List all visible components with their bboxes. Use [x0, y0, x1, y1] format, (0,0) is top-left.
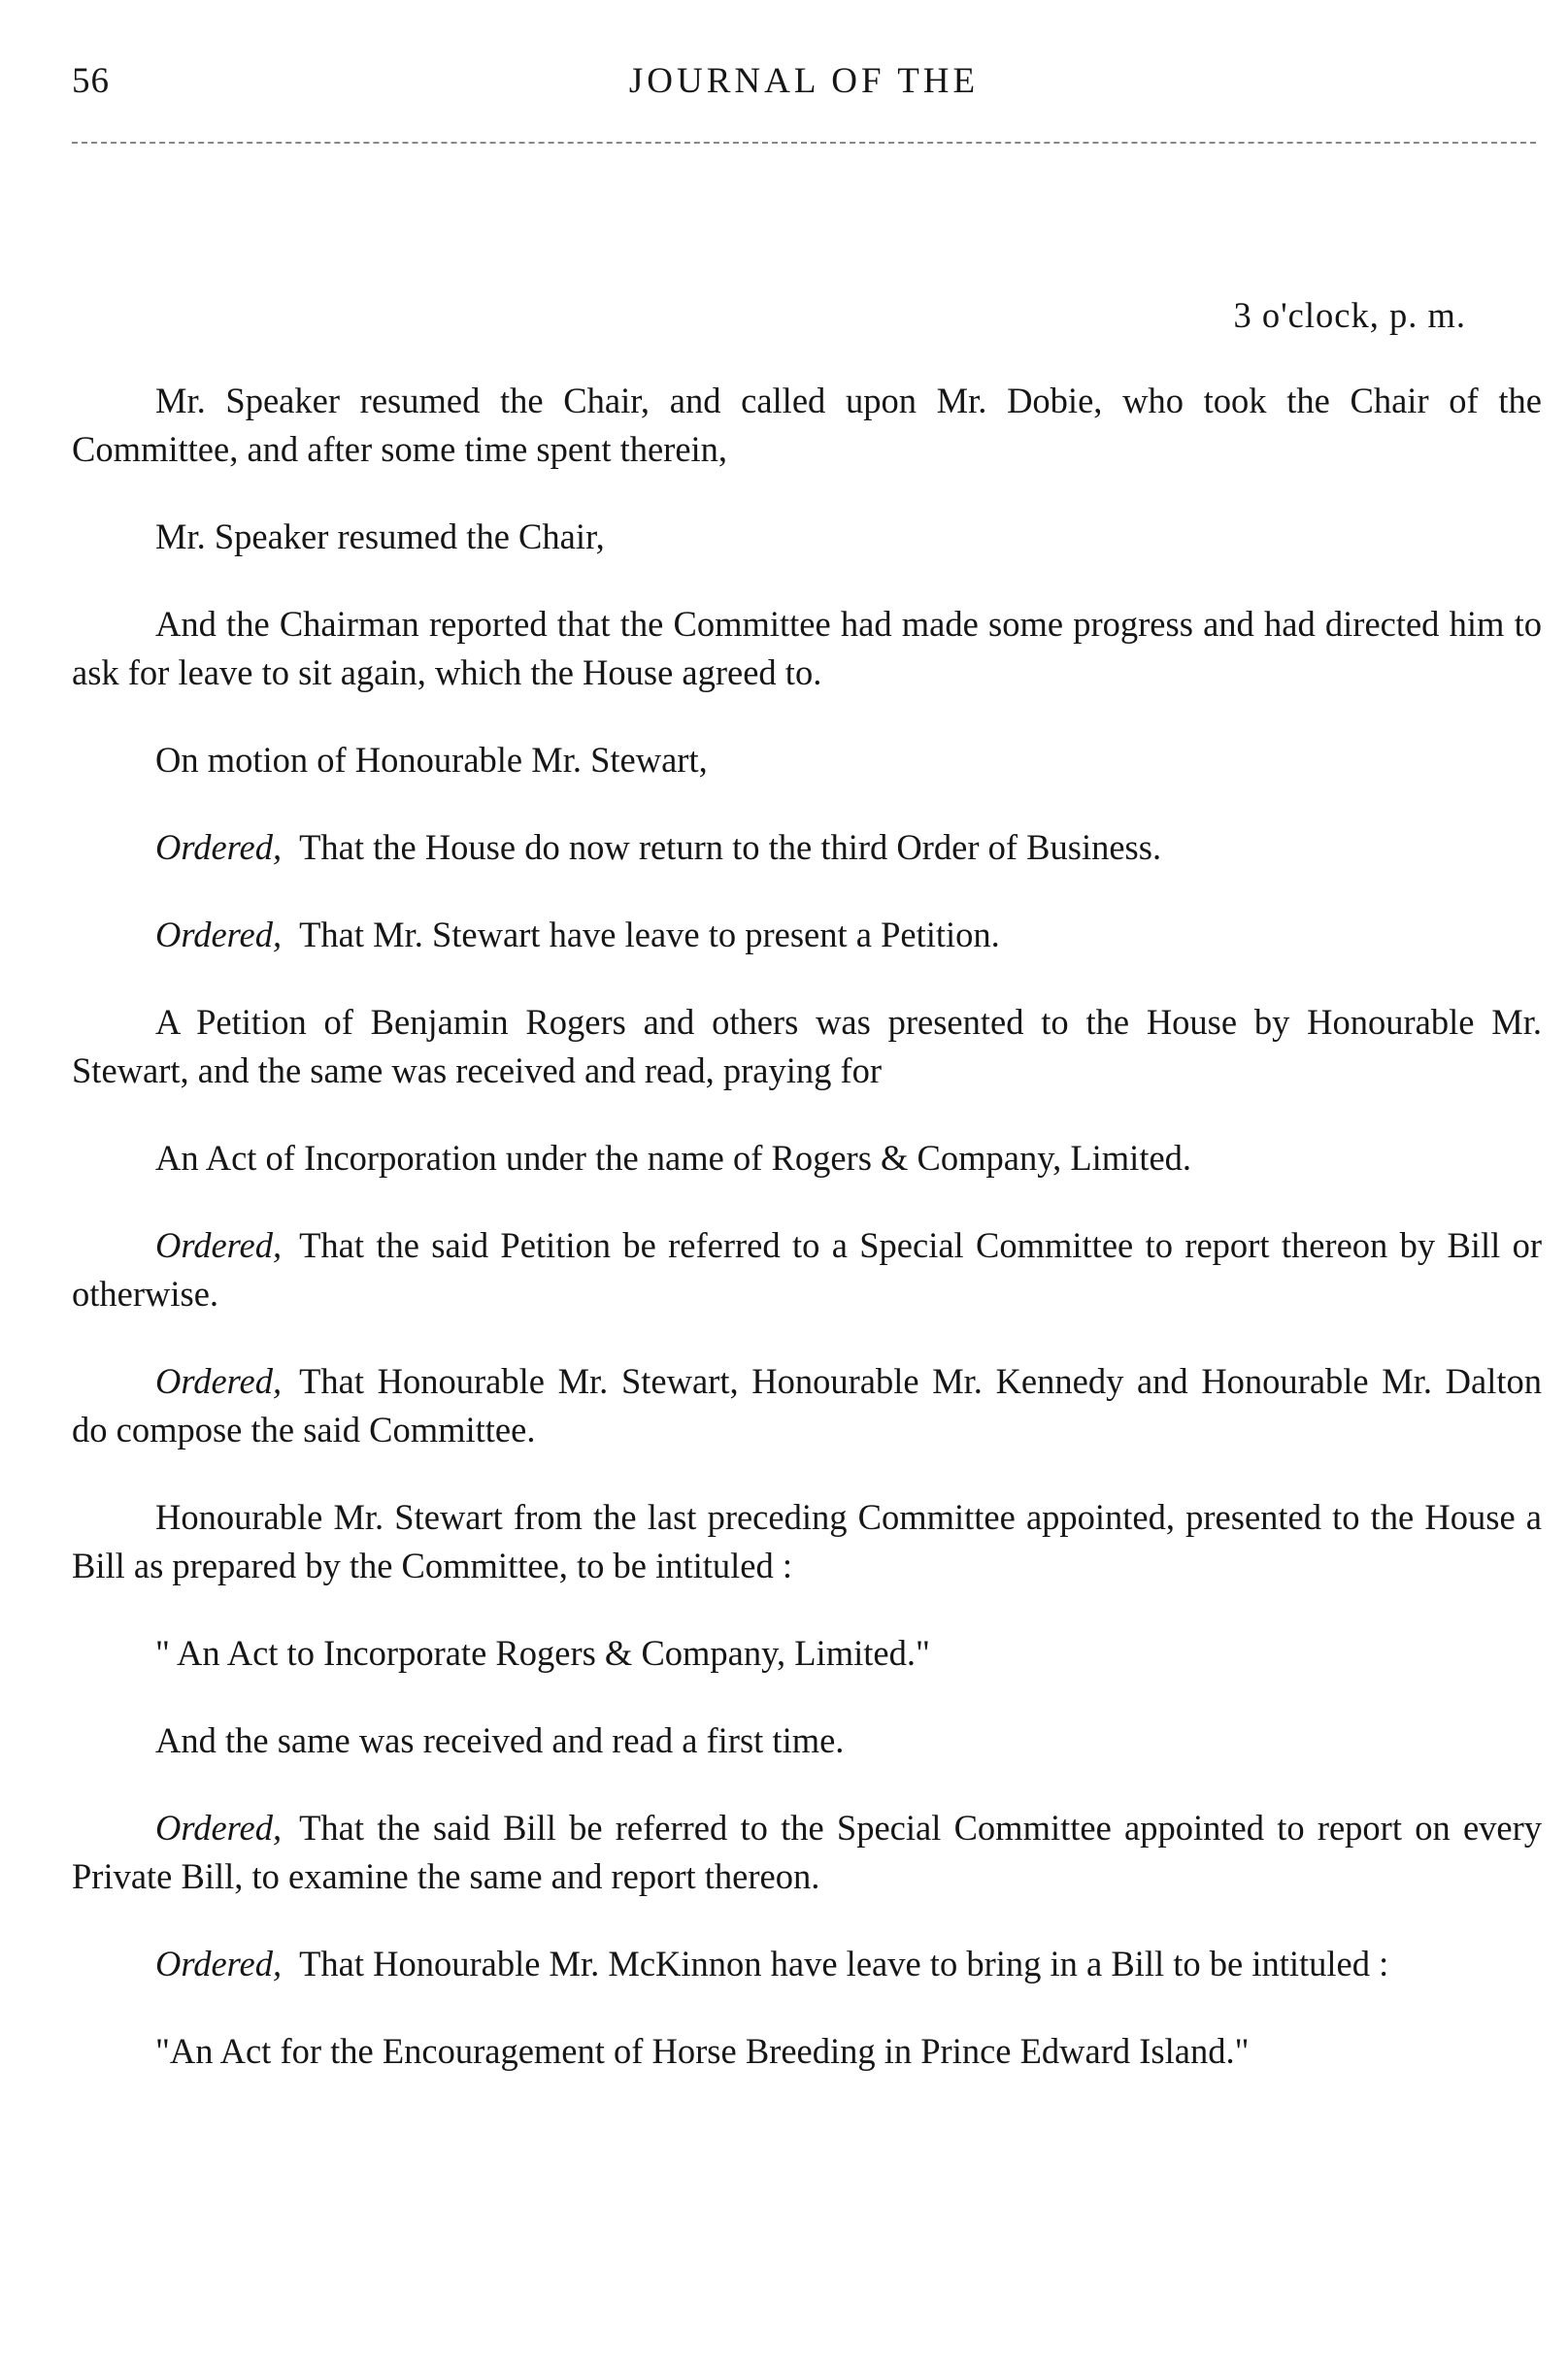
paragraph — [72, 1493, 1542, 1590]
paragraph-text: That Mr. Stewart have leave to present a Petition. — [299, 915, 1000, 954]
paragraph-text: An Act of Incorporation under the name of Rogers & Company, Limited. — [155, 1138, 1192, 1178]
paragraph — [72, 1221, 1542, 1318]
paragraph — [72, 1716, 1542, 1765]
paragraph-text: That the said Bill be referred to the Special Committee appointed to report on every Private Bill, to examine the same and report thereon. — [72, 1808, 1542, 1896]
paragraph-text: That the House do now return to the third Order of Business. — [299, 827, 1162, 867]
paragraph — [72, 736, 1542, 784]
ordered-label: Ordered, — [155, 1225, 283, 1265]
paragraph-text: " An Act to Incorporate Rogers & Company, Limited." — [155, 1633, 930, 1673]
paragraph — [72, 1134, 1542, 1183]
page-header — [72, 60, 1536, 118]
paragraph — [72, 1940, 1542, 1988]
session-time: 3 o'clock, p. m. — [1233, 295, 1466, 335]
paragraph — [72, 513, 1542, 561]
paragraph — [72, 998, 1542, 1095]
paragraph-text: "An Act for the Encouragement of Horse Breeding in Prince Edward Island." — [155, 2031, 1250, 2071]
page-number: 56 — [72, 61, 110, 101]
header-rule — [72, 142, 1536, 144]
paragraph — [72, 377, 1542, 474]
paragraph — [72, 823, 1542, 872]
ordered-label: Ordered, — [155, 1944, 283, 1983]
ordered-label: Ordered, — [155, 915, 283, 954]
paragraph-text: A Petition of Benjamin Rogers and others was presented to the House by Honourable Mr. Stewart, and the same was received and read, praying for — [72, 1002, 1542, 1090]
ordered-label: Ordered, — [155, 1361, 283, 1401]
paragraph-text: Mr. Speaker resumed the Chair, — [155, 517, 605, 556]
paragraph-text: Mr. Speaker resumed the Chair, and called upon Mr. Dobie, who took the Chair of the Committee, and after some time spent therein, — [72, 381, 1542, 469]
paragraph — [72, 600, 1542, 697]
paragraph — [72, 1804, 1542, 1901]
journal-body — [72, 291, 1542, 2115]
paragraph-text: On motion of Honourable Mr. Stewart, — [155, 740, 708, 780]
paragraph-text: That Honourable Mr. Stewart, Honourable Mr. Kennedy and Honourable Mr. Dalton do compose the said Committee. — [72, 1361, 1542, 1450]
paragraph-text: Honourable Mr. Stewart from the last preceding Committee appointed, presented to the House a Bill as prepared by the Committee, to be intituled : — [72, 1497, 1542, 1585]
paragraph-text: And the same was received and read a first time. — [155, 1720, 845, 1760]
paragraph — [72, 2027, 1542, 2076]
paragraph-text: That Honourable Mr. McKinnon have leave to bring in a Bill to be intituled : — [299, 1944, 1389, 1983]
running-head: JOURNAL OF THE — [628, 61, 980, 101]
ordered-label: Ordered, — [155, 1808, 283, 1848]
paragraph — [72, 1357, 1542, 1454]
paragraph-text: That the said Petition be referred to a Special Committee to report thereon by Bill or otherwise. — [72, 1225, 1542, 1314]
ordered-label: Ordered, — [155, 827, 283, 867]
paragraph — [72, 911, 1542, 959]
paragraph-text: And the Chairman reported that the Committee had made some progress and had directed him to ask for leave to sit again, which the House agreed to. — [72, 604, 1542, 692]
paragraph — [72, 1629, 1542, 1678]
